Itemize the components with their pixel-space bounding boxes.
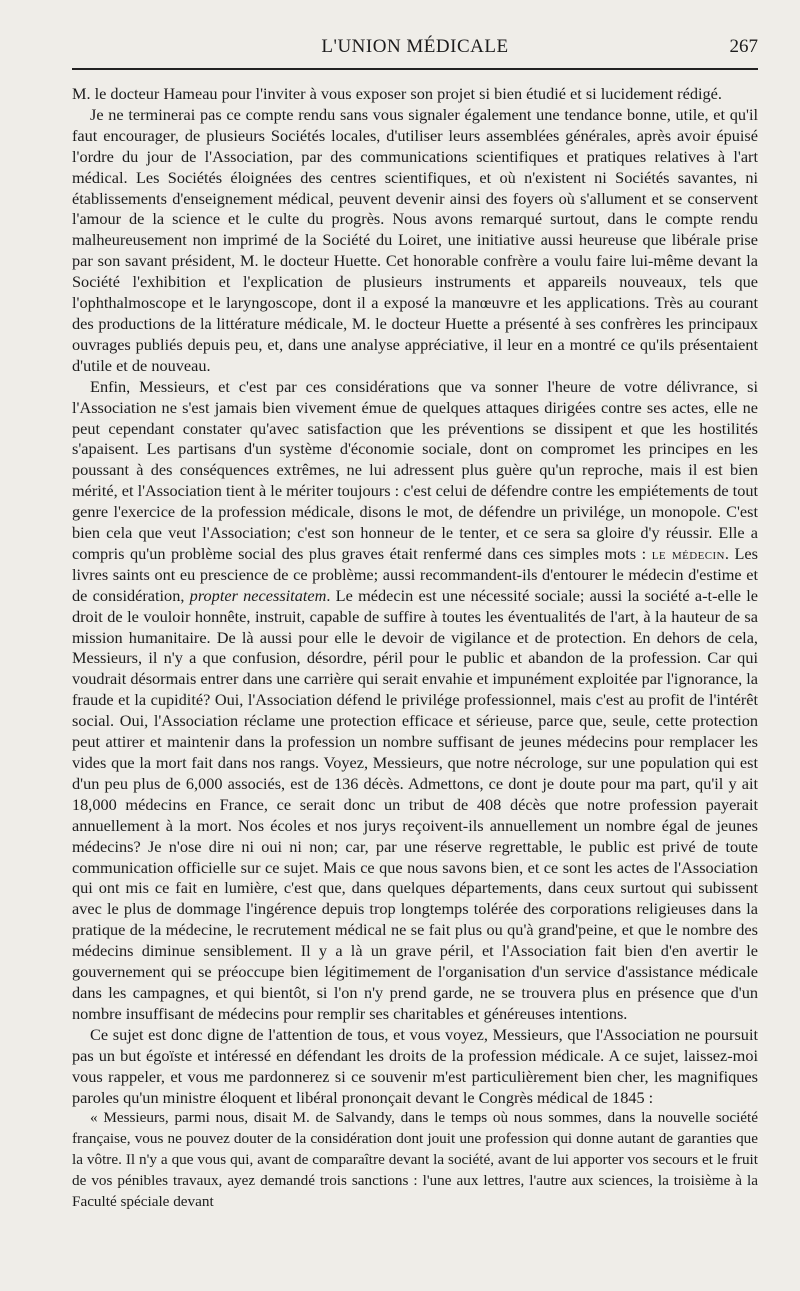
p5-segment: « Messieurs, parmi nous, disait M. de Salvandy, dans le temps où nous sommes, dans la nouvelle société française, vous ne pouvez douter de la considération dont jouit une profession qui donne autant de garanties que la vôtre. Il n'y a que vous qui, avant de comparaître devant la société, avant de lui apporter vos secours et le fruit de vos pénibles travaux, ayez demandé trois sanctions : l'une aux lettres, l'autre aux sciences, la troisième à la Faculté spéciale devant (72, 1109, 758, 1211)
paragraph-p1 (72, 84, 758, 105)
p3-segment: Enfin, Messieurs, et c'est par ces considérations que va sonner l'heure de votre délivrance, si l'Association ne s'est jamais bien vivement émue de quelques attaques dirigées contre ses actes, elle ne peut cependant constater qu'avec satisfaction que les préventions se dissipent et que les hostilités s'apaisent. Les partisans d'un système d'économie sociale, dont on compromet les principes en les poussant à des conséquences extrêmes, ne lui adressent plus guère qu'un reproche, mais il est bien mérité, et l'Association tient à le mériter toujours : c'est celui de défendre contre les empiétements de tout genre l'exercice de la profession médicale, disons le mot, de défendre un privilége, un monopole. C'est bien cela que veut l'Association; c'est son honneur de le tenter, et ce sera sa gloire d'y réussir. Elle a compris qu'un problème social des plus graves était renfermé dans ces simples mots : (72, 376, 758, 563)
p3-segment: . Les livres saints ont eu prescience de ce problème; aussi recommandent-ils d'entourer le médecin d'estime et de considération, (72, 543, 758, 605)
paragraph-p3 (72, 377, 758, 1025)
paragraph-p5 (72, 1108, 758, 1213)
p2-segment: Je ne terminerai pas ce compte rendu sans vous signaler également une tendance bonne, utile, et qu'il faut encourager, de plusieurs Sociétés locales, d'utiliser leurs assemblées générales, après avoir épuisé l'ordre du jour de l'Association, par des communications scientifiques et pratiques relatives à l'art médical. Les Sociétés éloignées des centres scientifiques, et où n'existent ni Sociétés savantes, ni établissements d'enseignement médical, peuvent devenir ainsi des foyers où s'allument et se conservent l'amour de la science et le culte du progrès. Nous avons remarqué surtout, dans le compte rendu malheureusement non imprimé de la Société du Loiret, une initiative aussi heureuse que libérale prise par son savant président, M. le docteur Huette. Cet honorable confrère a voulu faire lui-même devant la Société l'exhibition et l'explication de plusieurs instruments et appareils nouveaux, tels que l'ophthalmoscope et le laryngoscope, dont il a exposé la manœuvre et les applications. Très au courant des productions de la littérature médicale, M. le docteur Huette a présenté à ses confrères les principaux ouvrages publiés depuis peu, et, dans une analyse appréciative, il leur en a montré ce qu'ils présentaient d'utile et de nouveau. (72, 104, 758, 375)
page-number: 267 (729, 36, 758, 57)
paragraph-p4 (72, 1025, 758, 1109)
body-text (72, 84, 758, 1213)
p4-segment: Ce sujet est donc digne de l'attention de tous, et vous voyez, Messieurs, que l'Association ne poursuit pas un but égoïste et intéressé en défendant les droits de la profession médicale. A ce sujet, laissez-moi vous rappeler, et vous me pardonnerez si ce souvenir m'est particulièrement bien cher, les magnifiques paroles qu'un ministre éloquent et libéral prononçait devant le Congrès médical de 1845 : (72, 1024, 758, 1107)
p3-segment: propter necessitatem (189, 585, 327, 605)
header-rule (72, 68, 758, 70)
p3-segment: . Le médecin est une nécessité sociale; aussi la société a-t-elle le droit de le vouloir honnête, instruit, capable de suffire à toutes les éventualités de l'art, à la hauteur de sa mission humanitaire. De là aussi pour elle le devoir de vigilance et de protection. En dehors de cela, Messieurs, il n'y a que confusion, désordre, péril pour le public et abandon de la profession. Car qui voudrait désormais entrer dans une carrière qui serait envahie et impunément exploitée par l'ignorance, la fraude et la cupidité? Oui, l'Association défend le privilége professionnel, mais c'est au profit de l'intérêt social. Oui, l'Association réclame une protection efficace et sérieuse, parce que, seule, cette protection peut attirer et maintenir dans la profession un nombre suffisant de jeunes médecins pour remplacer les vides que la mort fait dans nos rangs. Voyez, Messieurs, que notre nécrologe, sur une population qui est d'un peu plus de 6,000 associés, est de 136 décès. Admettons, ce dont je doute pour ma part, qu'il y ait 18,000 médecins en France, ce serait donc un tribut de 408 décès que notre profession payerait annuellement à la mort. Nos écoles et nos jurys reçoivent-ils annuellement un nombre égal de jeunes médecins? Je n'ose dire ni oui ni non; car, par une réserve regrettable, le public est privé de toute communication officielle sur ce sujet. Mais ce que nous savons bien, et ce sont les actes de l'Association qui ont mis ce fait en lumière, c'est que, dans quelques départements, dans ceux surtout qui subissent avec le plus de dommage l'ingérence depuis trop longtemps tolérée des corporations religieuses dans la pratique de la médecine, le recrutement médical ne se fait plus ou qu'à grand'peine, et que le nombre des médecins diminue sensiblement. Il y a là un grave péril, et l'Association fait bien d'en avertir le gouvernement qui se préoccupe bien légitimement de l'organisation d'un service d'assistance médicale dans les campagnes, et qui bientôt, si l'on n'y prend garde, ne se trouvera plus en présence que d'un nombre insuffisant de médecins pour remplir ses charitables et généreuses intentions. (72, 585, 759, 1023)
p1-segment: M. le docteur Hameau pour l'inviter à vous exposer son projet si bien étudié et si lucidement rédigé. (72, 84, 722, 103)
p3-segment: le médecin (651, 543, 725, 563)
paragraph-p2 (72, 105, 758, 377)
running-head (72, 34, 758, 64)
running-title: L'UNION MÉDICALE (321, 36, 509, 57)
